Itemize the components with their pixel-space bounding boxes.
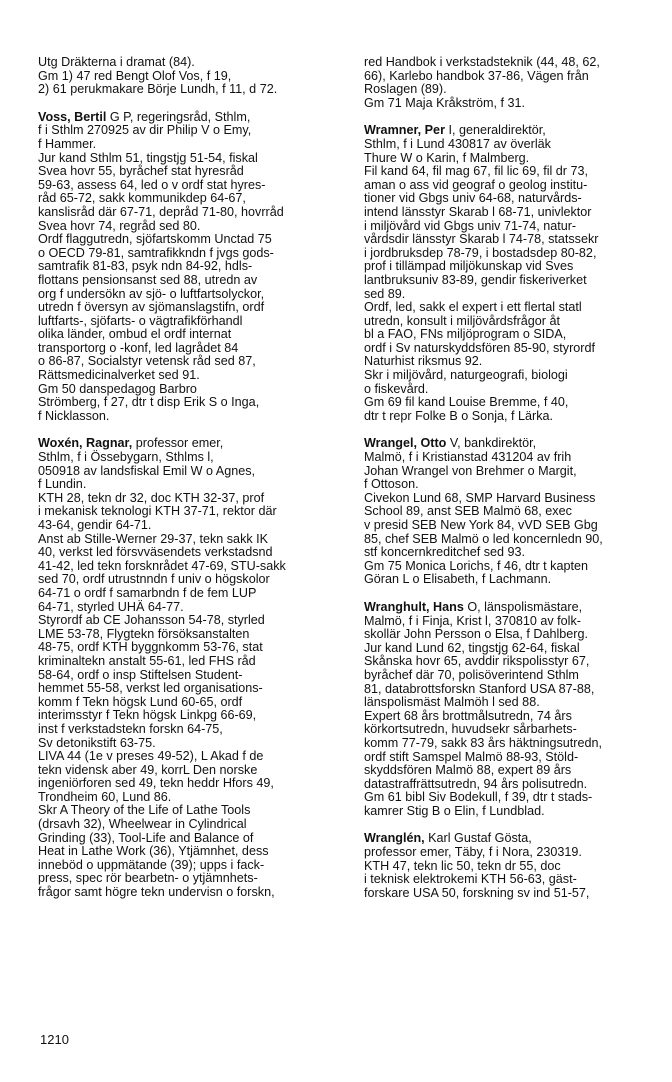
entry-line [364,887,664,901]
entry-line [364,410,664,424]
entry-line [364,560,664,574]
entry-line [38,56,338,70]
entry-text: Skånska hovr 65, avddir rikspolisstyr 67, [364,654,590,669]
entry-gap [38,97,338,111]
entry-gap [364,818,664,832]
entry-text: 58-64, ordf o insp Stiftelsen Student- [38,667,243,682]
entry-gap [364,587,664,601]
entry-line [364,723,664,737]
entry-text: Trondheim 60, Lund 86. [38,789,172,804]
entry-text: i teknisk elektrokemi KTH 56-63, gäst- [364,872,577,887]
entry-text: G P, regeringsråd, Sthlm, [106,109,251,124]
entry-text: forskare USA 50, forskning sv ind 51-57, [364,885,590,900]
entry-line [38,369,338,383]
entry-text: 66), Karlebo handbok 37-86, Vägen från [364,68,589,83]
entry-text: vårdsdir länsstyr Skarab l 74-78, statssekr [364,232,599,247]
entry-text: 64-71 o ordf f samarbndn f de fem LUP [38,585,257,600]
entry-text: komm f Tekn högsk Lund 60-65, ordf [38,694,243,709]
entry-line [364,519,664,533]
entry-text: red Handbok i verkstadsteknik (44, 48, 62, [364,55,600,69]
entry-text: Strömberg, f 27, dtr t disp Erik S o Inga, [38,395,260,410]
entry-line [38,587,338,601]
entry-line [38,505,338,519]
entry-text: Fil kand 64, fil mag 67, fil lic 69, fil dr 73, [364,164,588,179]
entry-text: komm 77-79, sakk 83 års häktningsutredn, [364,735,603,750]
entry-line [364,315,664,329]
entry-text: professor emer, Täby, f i Nora, 230319. [364,845,582,860]
entry-line [38,465,338,479]
entry-text: Gm 69 fil kand Louise Bremme, f 40, [364,395,569,410]
entry-text: inneböd o uppmätande (39); upps i fack- [38,857,265,872]
entry-line [38,70,338,84]
entry-text: Jur kand Sthlm 51, tingstjg 51-54, fiskal [38,150,258,165]
entry-text: 64-71, styrled UHÄ 64-77. [38,599,184,614]
entry-line [38,696,338,710]
entry-line [38,655,338,669]
entry-line [364,737,664,751]
entry-text: o OECD 79-81, samtrafikkndn f jvgs gods- [38,245,274,260]
biography-entry [364,832,664,900]
entry-line [38,233,338,247]
biography-entry [38,56,338,97]
entry-line [364,655,664,669]
biography-entry [364,601,664,819]
entry-text: Karl Gustaf Gösta, [424,831,532,846]
entry-line [364,396,664,410]
left-column [38,56,338,900]
entry-text: f i Sthlm 270925 av dir Philip V o Emy, [38,123,252,138]
entry-text: inst f verkstadstekn forskn 64-75, [38,721,223,736]
entry-text: luftfarts-, sjöfarts- o vägtrafikförhandl [38,313,243,328]
entry-text: transportorg o -konf, led lagrådet 84 [38,340,239,355]
entry-text: utredn f översyn av sjömanslagstifn, ordf [38,300,265,315]
entry-text: samtrafik 81-83, psyk ndn 84-92, hdls- [38,259,253,274]
page-number: 1210 [40,1032,69,1047]
entry-line [364,138,664,152]
right-column [364,56,664,900]
entry-text: Styrordf ab CE Johansson 54-78, styrled [38,613,265,628]
entry-text: Gm 61 bibl Siv Bodekull, f 39, dtr t stads- [364,790,593,805]
entry-line [38,818,338,832]
entry-line [364,669,664,683]
entry-text: LIVA 44 (1e v preses 49-52), L Akad f de [38,749,264,764]
entry-text: Civekon Lund 68, SMP Harvard Business [364,490,596,505]
entry-line [364,710,664,724]
entry-line [364,124,664,138]
entry-line [364,274,664,288]
entry-text: stf koncernkreditchef sed 93. [364,545,526,560]
biography-entry [364,56,664,110]
entry-line [38,845,338,859]
entry-text: Malmö, f i Finja, Krist l, 370810 av folk- [364,613,581,628]
entry-text: Skr A Theory of the Life of Lathe Tools [38,803,251,818]
entry-text: f Hammer. [38,136,97,151]
entry-text: 050918 av landsfiskal Emil W o Agnes, [38,463,256,478]
entry-line [364,533,664,547]
entry-line [38,192,338,206]
entry-text: 85, chef SEB Malmö o led koncernledn 90, [364,531,603,546]
entry-text: f Lundin. [38,477,87,492]
entry-text: kamrer Stig B o Elin, f Lundblad. [364,803,545,818]
entry-text: f Nicklasson. [38,408,110,423]
entry-line [364,355,664,369]
entry-text: Gm 75 Monica Lorichs, f 46, dtr t kapten [364,558,588,573]
entry-text: Grinding (33), Tool-Life and Balance of [38,830,254,845]
entry-line [38,124,338,138]
entry-line [38,601,338,615]
entry-line [364,873,664,887]
entry-text: Heat in Lathe Work (36), Ytjämnhet, dess [38,844,269,859]
entry-text: dtr t repr Folke B o Sonja, f Lärka. [364,408,553,423]
entry-line [364,83,664,97]
entry-text: tioner vid Gbgs univ 64-68, naturvårds- [364,191,582,206]
entry-line [364,696,664,710]
entry-text: 41-42, led tekn forsknrådet 47-69, STU-sakk [38,558,286,573]
entry-text: Gm 71 Maja Kråkström, f 31. [364,95,525,110]
entry-line [38,628,338,642]
entry-line [38,260,338,274]
entry-text: körkortsutredn, huvudsekr sårbarhets- [364,722,577,737]
entry-line [364,764,664,778]
entry-text: byråchef där 70, polisöverintend Sthlm [364,667,579,682]
entry-line [38,328,338,342]
entry-name: Voss, Bertil [38,109,107,124]
entry-text: utredn, konsult i miljövårdsfrågor åt [364,313,560,328]
entry-text: org f undersökn av sjö- o luftfartsolyckor, [38,286,265,301]
entry-line [38,451,338,465]
entry-text: kriminaltekn anstalt 55-61, led FHS råd [38,653,256,668]
biography-entry [364,437,664,587]
entry-line [364,642,664,656]
entry-text: frågor samt högre tekn undervisn o forskn, [38,885,275,900]
entry-text: ordf stift Samspel Malmö 88-93, Stöld- [364,749,579,764]
entry-text: Utg Dräkterna i dramat (84). [38,55,195,69]
entry-text: I, generaldirektör, [444,123,546,138]
entry-text: 40, verkst led försvväsendets verkstadsnd [38,545,273,560]
entry-text: School 89, anst SEB Malmö 68, exec [364,504,572,519]
entry-text: länspolismäst Malmöh l sed 88. [364,695,540,710]
entry-line [364,342,664,356]
entry-text: O, länspolismästare, [463,599,583,614]
entry-text: lantbruksuniv 83-89, gendir fiskeriverket [364,272,587,287]
entry-text: kanslisråd där 67-71, depråd 71-80, hovrråd [38,204,284,219]
entry-line [364,220,664,234]
entry-text: ingeniörforen sed 49, tekn heddr Hfors 49, [38,776,274,791]
entry-line [364,546,664,560]
entry-text: Sthlm, f i Lund 430817 av överläk [364,136,551,151]
entry-text: o fiskevård. [364,381,429,396]
entry-line [38,560,338,574]
entry-text: i mekanisk teknologi KTH 37-71, rektor där [38,504,277,519]
entry-text: skollär John Persson o Elsa, f Dahlberg. [364,627,589,642]
entry-text: råd 65-72, sakk kommunikdep 64-67, [38,191,246,206]
entry-line [38,342,338,356]
entry-text: V, bankdirektör, [446,436,537,451]
entry-text: Sthlm, f i Össebygarn, Sthlms l, [38,450,214,465]
entry-text: 48-75, ordf KTH byggnkomm 53-76, stat [38,640,263,655]
entry-line [364,247,664,261]
entry-line [38,832,338,846]
entry-text: bl a FAO, FNs miljöprogram o SIDA, [364,327,567,342]
entry-line [364,751,664,765]
entry-line [364,778,664,792]
entry-line [38,614,338,628]
entry-text: olika länder, ombud el ordf internat [38,327,232,342]
entry-text: Johan Wrangel von Brehmer o Margit, [364,463,577,478]
entry-line [38,519,338,533]
entry-text: 59-63, assess 64, led o v ordf stat hyres- [38,177,266,192]
entry-text: professor emer, [132,436,224,451]
entry-line [38,315,338,329]
entry-gap [38,423,338,437]
entry-line [38,220,338,234]
entry-line [364,179,664,193]
entry-line [38,437,338,451]
entry-line [38,764,338,778]
entry-line [38,396,338,410]
entry-text: datastraffrättsutredn, 94 års polisutredn. [364,776,588,791]
entry-text: aman o ass vid geograf o geolog institu- [364,177,588,192]
entry-line [364,628,664,642]
entry-line [38,165,338,179]
entry-line [38,410,338,424]
entry-line [38,791,338,805]
entry-line [364,233,664,247]
entry-line [364,601,664,615]
entry-line [364,70,664,84]
entry-line [38,247,338,261]
entry-line [364,56,664,70]
entry-text: Ordf flaggutredn, sjöfartskomm Unctad 75 [38,232,272,247]
entry-text: v presid SEB New York 84, vVD SEB Gbg [364,518,598,532]
entry-line [364,846,664,860]
entry-line [38,669,338,683]
entry-text: interimsstyr f Tekn högsk Linkpg 66-69, [38,708,257,723]
entry-line [364,505,664,519]
entry-line [38,206,338,220]
entry-line [38,737,338,751]
entry-text: i jordbruksdep 78-79, i bostadsdep 80-82, [364,245,597,260]
entry-line [38,709,338,723]
entry-line [364,791,664,805]
entry-text: KTH 28, tekn dr 32, doc KTH 32-37, prof [38,490,265,505]
entry-gap [364,423,664,437]
entry-name: Woxén, Ragnar, [38,436,133,451]
entry-text: Naturhist riksmus 92. [364,354,483,369]
entry-text: Skr i miljövård, naturgeografi, biologi [364,368,568,383]
entry-name: Wrangel, Otto [364,436,447,451]
entry-text: Thure W o Karin, f Malmberg. [364,150,530,165]
entry-name: Wramner, Per [364,123,445,138]
entry-text: LME 53-78, Flygtekn försöksanstalten [38,626,250,641]
entry-line [364,860,664,874]
entry-text: Ordf, led, sakk el expert i ett flertal statl [364,300,582,315]
entry-line [364,152,664,166]
entry-text: Roslagen (89). [364,82,447,97]
entry-line [38,682,338,696]
entry-line [38,111,338,125]
entry-text: flottans pensionsanst sed 88, utredn av [38,272,258,287]
entry-line [364,260,664,274]
entry-text: f Ottoson. [364,477,419,492]
entry-text: Jur kand Lund 62, tingstjg 62-64, fiskal [364,640,580,655]
entry-line [364,573,664,587]
entry-line [38,533,338,547]
entry-line [364,192,664,206]
entry-line [364,683,664,697]
entry-text: Rättsmedicinalverket sed 91. [38,368,200,383]
entry-line [38,723,338,737]
entry-line [38,859,338,873]
entry-line [38,152,338,166]
entry-text: Expert 68 års brottmålsutredn, 74 års [364,708,572,723]
entry-text: sed 70, ordf utrustnndn f univ o högskolor [38,572,270,587]
entry-text: hemmet 55-58, verkst led organisations- [38,681,263,696]
entry-text: Göran L o Elisabeth, f Lachmann. [364,572,552,587]
entry-line [38,83,338,97]
entry-text: Sv detonikstift 63-75. [38,735,156,750]
entry-text: sed 89. [364,286,406,301]
biography-entry [364,124,664,423]
entry-line [364,288,664,302]
entry-text: Svea hovr 55, byråchef stat hyresråd [38,164,244,179]
entry-text: Svea hovr 74, regråd sed 80. [38,218,201,233]
entry-text: Malmö, f i Kristianstad 431204 av frih [364,450,572,465]
entry-line [364,832,664,846]
entry-line [364,437,664,451]
entry-line [364,206,664,220]
entry-line [38,274,338,288]
entry-line [364,383,664,397]
entry-line [38,777,338,791]
entry-text: prof i tillämpad miljökunskap vid Sves [364,259,574,274]
entry-name: Wranghult, Hans [364,599,464,614]
entry-line [38,573,338,587]
entry-line [38,288,338,302]
entry-line [38,383,338,397]
entry-text: (drsavh 32), Wheelwear in Cylindrical [38,817,247,832]
entry-line [38,138,338,152]
entry-line [38,804,338,818]
entry-line [38,492,338,506]
entry-line [364,328,664,342]
entry-line [38,478,338,492]
entry-text: Anst ab Stille-Werner 29-37, tekn sakk IK [38,531,269,546]
entry-text: tekn vidensk aber 49, korrL Den norske [38,762,258,777]
entry-line [38,750,338,764]
entry-line [38,546,338,560]
entry-text: ordf i Sv naturskyddsfören 85-90, styrordf [364,340,595,355]
entry-line [364,478,664,492]
entry-text: 2) 61 perukmakare Börje Lundh, f 11, d 72. [38,82,278,97]
entry-text: intend länsstyr Skarab l 68-71, univlektor [364,204,592,219]
entry-line [364,805,664,819]
entry-line [38,641,338,655]
entry-line [364,451,664,465]
biography-entry [38,437,338,899]
entry-line [38,179,338,193]
entry-text: press, spec rör bearbetn- o ytjämnhets- [38,871,258,886]
entry-line [364,97,664,111]
entry-gap [364,110,664,124]
entry-text: Gm 1) 47 red Bengt Olof Vos, f 19, [38,68,232,83]
entry-line [38,355,338,369]
entry-name: Wranglén, [364,831,425,846]
entry-line [364,465,664,479]
entry-text: i miljövård vid Gbgs univ 71-74, natur- [364,218,577,233]
entry-line [364,492,664,506]
entry-line [364,165,664,179]
entry-line [38,872,338,886]
entry-line [364,301,664,315]
entry-text: o 86-87, Socialstyr vetensk råd sed 87, [38,354,256,369]
biography-entry [38,111,338,424]
entry-text: Gm 50 danspedagog Barbro [38,381,197,396]
entry-text: skyddsfören Malmö 88, expert 89 års [364,763,572,778]
entry-text: 81, databrottsforskn Stanford USA 87-88, [364,681,595,696]
entry-line [364,369,664,383]
entry-text: KTH 47, tekn lic 50, tekn dr 55, doc [364,858,561,873]
entry-line [364,615,664,629]
entry-line [38,301,338,315]
entry-text: 43-64, gendir 64-71. [38,518,152,532]
entry-line [38,886,338,900]
